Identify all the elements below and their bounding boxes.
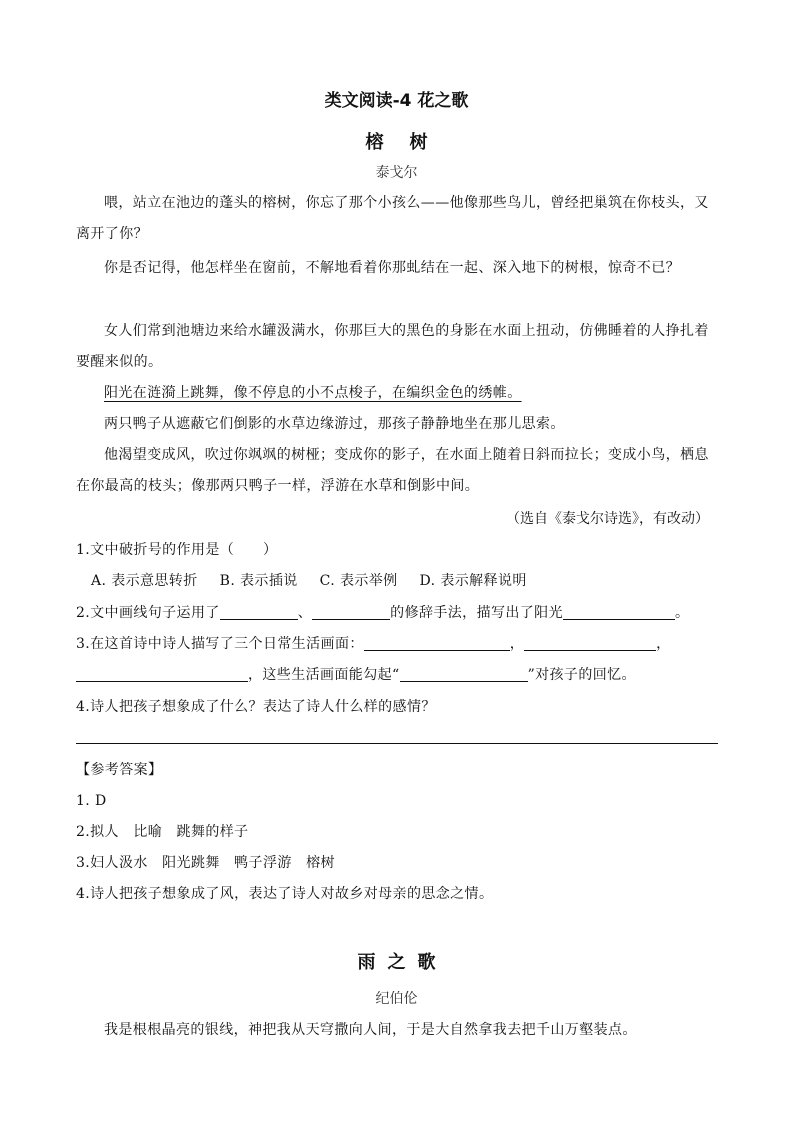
poem1-paragraph-4-underlined [76, 378, 718, 409]
question-2: 2.文中画线句子运用了 、 的修辞手法，描写出了阳光 。 [76, 605, 690, 621]
answer-blank[interactable] [524, 634, 656, 651]
option-a: A. 表示意思转折 [91, 573, 198, 589]
poem1-paragraph-6: 他渴望变成风，吹过你飒飒的树桠；变成你的影子，在水面上随着日斜而拉长；变成小鸟，栖息在你最高的枝头；像那两只鸭子一样，浮游在水草和倒影中间。 [76, 447, 709, 494]
answer-blank[interactable] [563, 603, 675, 620]
answers-heading: 【参考答案】 [76, 762, 163, 778]
option-c: C. 表示举例 [319, 573, 398, 589]
answer-blank[interactable] [312, 603, 390, 620]
poem1-source: （选自《泰戈尔诗选》，有改动） [506, 511, 709, 527]
poem1-paragraph-5: 两只鸭子从遮蔽它们倒影的水草边缘游过，那孩子静静地坐在那儿思索。 [104, 416, 565, 432]
answer-line[interactable] [76, 743, 718, 744]
poem1-paragraph-2: 你是否记得，他怎样坐在窗前，不解地看着你那虬结在一起、深入地下的树根，惊奇不已？ [104, 260, 680, 276]
option-b: B. 表示插说 [219, 573, 298, 589]
poem2-first-line: 我是根根晶亮的银线，神把我从天穹撒向人间，于是大自然拿我去把千山万壑装点。 [104, 1022, 637, 1038]
answer-1: 1. D [76, 793, 107, 809]
question-3-line-1: 3.在这首诗中诗人描写了三个日常生活画面： ， ， [76, 636, 671, 652]
poem1-paragraph-1: 喂，站立在池边的蓬头的榕树，你忘了那个小孩么——他像那些鸟儿，曾经把巢筑在你枝头，又离开了你？ [76, 195, 709, 242]
answer-blank[interactable] [220, 603, 298, 620]
question-4: 4.诗人把孩子想象成了什么？表达了诗人什么样的感情？ [76, 699, 436, 715]
poem2-author: 纪伯伦 [375, 991, 418, 1007]
question-1-options [91, 571, 733, 591]
answer-2: 2.拟人 比喻 跳舞的样子 [76, 824, 249, 840]
question-1: 1.文中破折号的作用是（ ） [76, 542, 278, 558]
option-d: D. 表示解释说明 [419, 573, 527, 589]
answer-blank[interactable] [364, 634, 510, 651]
question-3-line-2: ，这些生活画面能勾起“ ”对孩子的回忆。 [76, 665, 718, 685]
poem1-title: 榕树 [365, 132, 454, 153]
answer-3: 3.妇人汲水 阳光跳舞 鸭子浮游 榕树 [76, 855, 335, 871]
answer-blank[interactable] [76, 665, 248, 682]
answer-blank[interactable] [400, 665, 528, 682]
answer-4: 4.诗人把孩子想象成了风，表达了诗人对故乡对母亲的思念之情。 [76, 886, 494, 902]
poem1-author: 泰戈尔 [375, 165, 418, 181]
poem1-paragraph-3: 女人们常到池塘边来给水罐汲满水，你那巨大的黑色的身影在水面上扭动，仿佛睡着的人挣扎着要醒来似的。 [76, 323, 709, 370]
main-title: 类文阅读-4 花之歌 [324, 91, 469, 111]
poem2-title: 雨之歌 [357, 952, 448, 973]
underlined-sentence: 阳光在涟漪上跳舞，像不停息的小不点梭子，在编织金色的绣帷。 [104, 385, 522, 401]
